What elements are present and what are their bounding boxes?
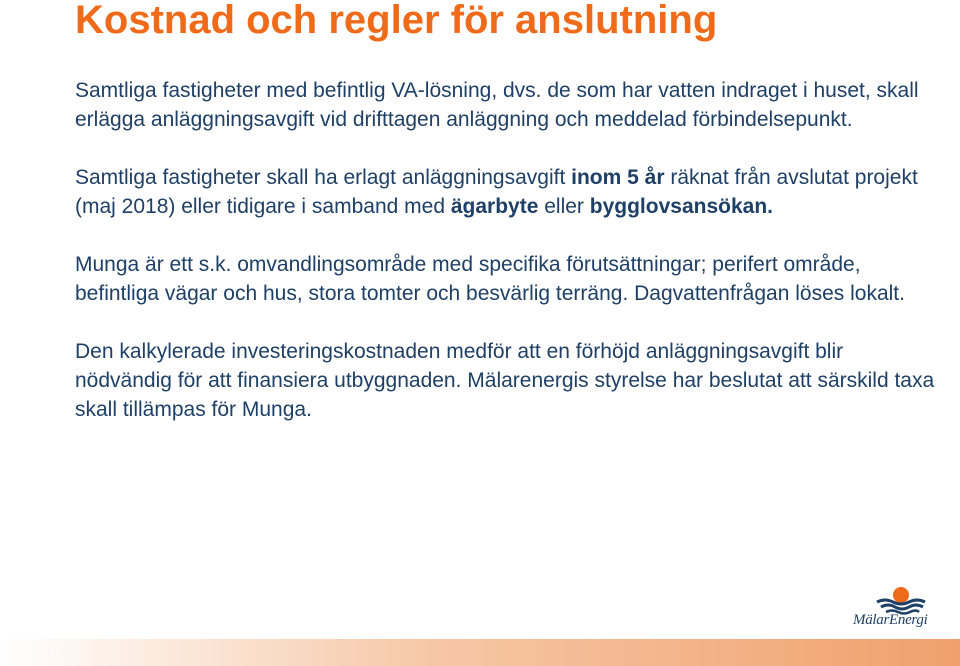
page-number: 13 xyxy=(50,648,61,658)
slide-body xyxy=(75,76,935,453)
paragraph-deadline xyxy=(75,163,935,221)
paragraph-deadline-part: räknat från avslutat projekt (maj 2018) eller tidigare i samband med xyxy=(75,166,918,218)
footer-band xyxy=(0,637,960,666)
emphasis-ownership-change: ägarbyte xyxy=(450,195,539,218)
logo-wordmark: MälarEnergi xyxy=(853,612,928,628)
emphasis-within-5-years: inom 5 år xyxy=(571,166,665,189)
malarenergi-logo xyxy=(853,586,945,634)
footer-divider xyxy=(0,637,960,639)
page-title: Kostnad och regler för anslutning xyxy=(75,0,718,42)
emphasis-building-permit: bygglovsansökan. xyxy=(589,195,773,218)
paragraph-deadline-part: Samtliga fastigheter skall ha erlagt anläggningsavgift xyxy=(75,166,572,189)
paragraph-munga-area: Munga är ett s.k. omvandlingsområde med specifika förutsättningar; perifert område, befintliga vägar och hus, stora tomter och besvärlig terräng. Dagvattenfrågan löses lokalt. xyxy=(75,253,905,305)
paragraph-investment-cost: Den kalkylerade investeringskostnaden medför att en förhöjd anläggningsavgift blir nödvändig för att finansiera utbyggnaden. Mälarenergis styrelse har beslutat att särskild taxa skall tillämpas för Munga. xyxy=(75,340,935,421)
paragraph-deadline-part: eller xyxy=(538,195,590,218)
paragraph-existing-va: Samtliga fastigheter med befintlig VA-lösning, dvs. de som har vatten indraget i huset, skall erlägga anläggningsavgift vid drifttagen anläggning och meddelad förbindelsepunkt. xyxy=(75,79,919,131)
